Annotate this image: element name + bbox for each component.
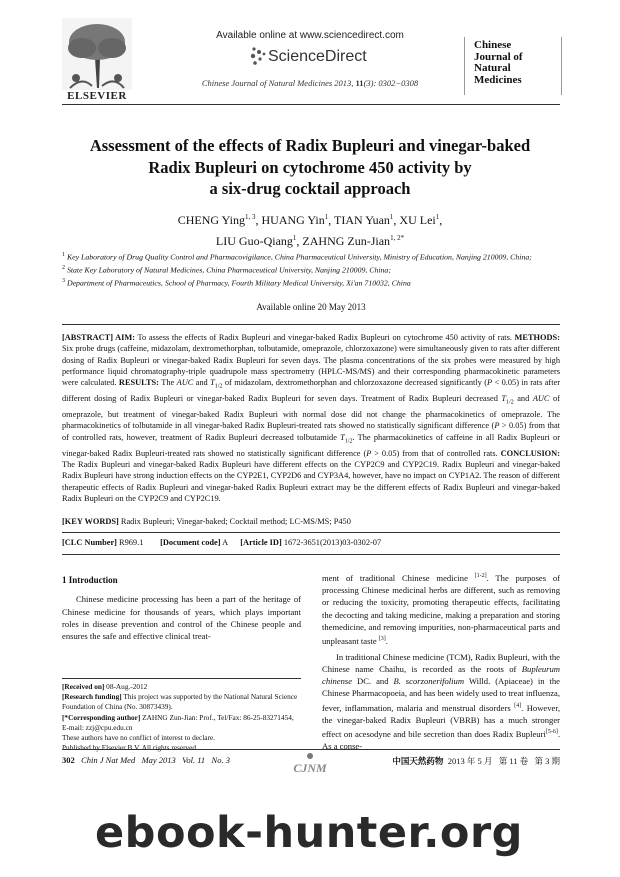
body-text: . The purposes of processing Chinese medicinal herbs are different, such as removing or reducing the toxicity, promoting therapeutic effects, facilitating the decocting and taking medicine, making a preparation and storing themedicine, and removing impurities, non-pharmaceutical parts and unpleasant taste bbox=[322, 572, 561, 647]
funding-label: [Research funding] bbox=[62, 692, 122, 702]
t-symbol: T bbox=[340, 432, 345, 442]
t-subscript: 1/2 bbox=[506, 399, 514, 406]
auc-symbol: AUC bbox=[176, 378, 194, 388]
body-text: DC. and bbox=[352, 676, 394, 687]
body-text: ment of traditional Chinese medicine bbox=[322, 572, 475, 583]
journal-issue: (3): 0302−0308 bbox=[363, 78, 419, 88]
affiliation-text: Department of Pharmaceutics, School of Pharmacy, Fourth Military Medical University, Xi'an 710032, China bbox=[66, 278, 411, 288]
abstract-aim: To assess the effects of Radix Bupleuri and vinegar-baked Radix Bupleuri on cytochrome 450 activity of rats. bbox=[135, 333, 512, 342]
affiliation-num: 1 bbox=[62, 252, 65, 258]
classification-line bbox=[62, 538, 560, 547]
affiliation-text: Key Laboratory of Drug Quality Control and Pharmacovigilance, China Pharmaceutical University, Ministry of Education, Nanjing 210009, China; bbox=[66, 252, 532, 262]
author-name: , XU Lei bbox=[393, 213, 436, 227]
author-affil-sup: 1, 3 bbox=[245, 213, 256, 221]
results-text: The bbox=[158, 378, 177, 388]
author-name: , HUANG Yin bbox=[255, 213, 325, 227]
affiliation-item bbox=[62, 276, 560, 289]
affiliation-item bbox=[62, 263, 560, 276]
corresponding-text: ZAHNG Zun-Jian: Prof., Tel/Fax: 86-25-83271454, E-mail: zzj@cpu.edu.cn bbox=[62, 712, 294, 732]
affiliation-text: State Key Laboratory of Natural Medicines, China Pharmaceutical University, Nanjing 210009, China; bbox=[66, 265, 391, 275]
conclusion-label: CONCLUSION: bbox=[500, 448, 560, 458]
journal-title: Chinese Journal of Natural Medicines bbox=[474, 39, 523, 86]
doccode-value: A bbox=[220, 538, 228, 547]
clc-value: R969.1 bbox=[116, 538, 144, 547]
page-number: 302 bbox=[62, 755, 75, 765]
abstract-bottom-rule bbox=[62, 554, 560, 555]
title-line: a six-drug cocktail approach bbox=[209, 179, 411, 198]
corresponding-label: [*Corresponding author] bbox=[62, 712, 141, 722]
author-list bbox=[100, 208, 520, 250]
t-subscript: 1/2 bbox=[344, 438, 353, 445]
body-text: . As a conse- bbox=[322, 729, 560, 752]
results-text: > 0.05) from that of controlled rats, however, treatment of Radix Bupleuri decreased tolbutamide bbox=[62, 421, 560, 442]
conflict-statement: These authors have no conflict of interest to declare. bbox=[62, 733, 215, 743]
keywords-rule bbox=[62, 532, 560, 533]
author-affil-sup: 1 bbox=[435, 213, 440, 221]
body-paragraph bbox=[322, 651, 560, 753]
results-text: < 0.05) in rats after different dosing of Radix Bupleuri or vinegar-baked Radix Bupleuri for seven days. Treatment of Radix Bupleuri decreased bbox=[62, 378, 560, 404]
footer-left bbox=[62, 755, 230, 765]
journal-citation bbox=[160, 78, 460, 88]
abstract-conclusion: The Radix Bupleuri and vinegar-baked Radix Bupleuri have different effects on the CYP2C9 and CYP2C19. Radix Bupleuri and vinegar-baked Radix Bupleuri have strong induction effects on the CYP2E1, CYP2D6 and CYP3A4, however, have no impact on CYP1A2. The reason of different therapeutic effects of Radix Bupleuri and vinegar-baked Radix Bupleuri extract may be the different effects of Radix Bupleuri and vinegar-baked Radix Bupleuri on the CYP2C9 and CYP2C19. bbox=[62, 459, 560, 503]
author-separator: , bbox=[439, 213, 443, 227]
abstract-label: [ABSTRACT] AIM: bbox=[62, 333, 136, 342]
author-affil-sup: 1 bbox=[324, 213, 329, 221]
results-text: of omeprazole, but treatment of vinegar-baked Radix Bupleuri with normal dose did not change the pharmacokinetics of omeprazole. The pharmacokinetics of tolbutamide in all vinegar-baked Radix Bupleuri-treated rats showed no statistically significant difference ( bbox=[62, 394, 560, 431]
received-date: 08-Aug.-2012 bbox=[104, 682, 148, 691]
body-text: Willd. (Apiaceae) in the Chinese Pharmacopoeia, and has been widely used to treat influenza, fever, inflammation, malaria and menstrual disorders bbox=[322, 676, 560, 713]
cjnm-mark-text: CJNM bbox=[293, 761, 327, 775]
received-label: [Received on] bbox=[62, 682, 105, 691]
available-online-date: Available online 20 May 2013 bbox=[256, 302, 366, 312]
body-text: . bbox=[385, 636, 388, 647]
body-text: . However, the vinegar-baked Radix Bupleuri (VBRB) has a much stronger effect on acesodyne and bile secretion than does Radix Bupleuri bbox=[322, 702, 560, 739]
citation-ref[interactable]: [4] bbox=[514, 702, 522, 709]
footer-right bbox=[382, 755, 560, 767]
t-symbol: T bbox=[501, 394, 507, 404]
methods-label: METHODS: bbox=[514, 333, 560, 342]
author-affil-sup: 1, 2* bbox=[390, 234, 405, 242]
footer-date-chinese: 2013 年 5 月 第 11 卷 第 3 期 bbox=[443, 756, 560, 766]
author-name: LIU Guo-Qiang bbox=[215, 234, 293, 248]
body-paragraph bbox=[322, 570, 560, 648]
body-text: In traditional Chinese medicine (TCM), Radix Bupleuri, with the Chinese name Chaihu, is recorded as the roots of bbox=[322, 651, 560, 674]
results-text: . The pharmacokinetics of caffeine in all Radix Bupleuri or vinegar-baked Radix Bupleuri-treated rats showed no statistically significant difference ( bbox=[62, 432, 560, 458]
footnotes bbox=[62, 682, 301, 753]
footnote-rule bbox=[62, 678, 301, 679]
affiliations bbox=[62, 250, 560, 289]
citation-ref[interactable]: [5-6] bbox=[545, 729, 558, 736]
keywords-text: Radix Bupleuri; Vinegar-baked; Cocktail method; LC-MS/MS; P450 bbox=[118, 517, 351, 526]
p-symbol: P bbox=[366, 448, 372, 458]
header-rule bbox=[62, 104, 560, 105]
keywords-label: [KEY WORDS] bbox=[62, 517, 119, 526]
title-line: Radix Bupleuri on cytochrome 450 activity by bbox=[148, 157, 472, 177]
results-text: and bbox=[193, 378, 211, 388]
citation-ref[interactable]: [1-2] bbox=[474, 573, 487, 579]
article-title bbox=[70, 135, 550, 200]
p-symbol: P bbox=[494, 421, 500, 431]
results-text: of midazolam, dextromethorphan and chlorzoxazone decreased significantly ( bbox=[222, 378, 487, 388]
journal-volume: 11 bbox=[355, 78, 364, 88]
citation-ref[interactable]: [3] bbox=[378, 636, 386, 643]
left-column bbox=[62, 574, 301, 642]
title-line: Assessment of the effects of Radix Bupleuri and vinegar-baked bbox=[89, 136, 531, 155]
doccode-label: [Document code] bbox=[160, 538, 221, 547]
species-name: Bupleurum chinense bbox=[322, 663, 560, 687]
footer-journal-info: Chin J Nat Med May 2013 Vol. 11 No. 3 bbox=[74, 755, 230, 765]
author-name: CHENG Ying bbox=[177, 213, 245, 227]
t-subscript: 1/2 bbox=[214, 383, 223, 390]
author-affil-sup: 1 bbox=[389, 213, 394, 221]
results-text: > 0.05) from that of controlled rats. bbox=[371, 448, 498, 458]
affiliation-num: 2 bbox=[62, 265, 65, 271]
section-heading: 1 Introduction bbox=[62, 575, 118, 585]
publisher-name: ELSEVIER bbox=[67, 90, 127, 102]
author-affil-sup: 1 bbox=[292, 234, 297, 242]
abstract bbox=[62, 332, 560, 504]
available-online-link[interactable]: Available online at www.sciencedirect.com bbox=[216, 30, 404, 41]
journal-name: Chinese Journal of Natural Medicines bbox=[201, 78, 333, 88]
affiliation-item bbox=[62, 250, 560, 263]
funding-text: This project was supported by the National Natural Science Foundation of China (No. 30873439). bbox=[62, 692, 298, 712]
right-column bbox=[322, 570, 560, 753]
results-text: and bbox=[513, 394, 533, 404]
footer-chinese-journal: 中国天然药物 bbox=[392, 756, 444, 766]
cjnm-mark-logo bbox=[287, 750, 333, 776]
abstract-methods: Six probe drugs (caffeine, midazolam, dextromethorphan, tolbutamide, omeprazole, chlorzoxazone) were simultaneously given to rats after different dosing of Radix Bupleuri or vinegar-baked Radix Bupleuri for seven days. The plasma concentrations of the six probes were measured by high performance liquid chromatography-triple quadrupole mass spectrometry (HPLC-MS/MS) and their corresponding pharmacokinetic parameters were calculated. bbox=[62, 344, 560, 388]
results-label: RESULTS: bbox=[118, 378, 159, 388]
affiliation-num: 3 bbox=[62, 278, 65, 284]
intro-paragraph: Chinese medicine processing has been a part of the heritage of Chinese medicine for thousands of years, which plays important roles in disease prevention and control of the Chinese people and ensures the safe and effective clinical treat- bbox=[62, 594, 301, 642]
p-symbol: P bbox=[486, 378, 493, 388]
author-name: , ZAHNG Zun-Jian bbox=[296, 234, 391, 248]
keywords bbox=[62, 517, 560, 526]
author-name: , TIAN Yuan bbox=[328, 213, 390, 227]
clc-label: [CLC Number] bbox=[62, 538, 117, 547]
t-symbol: T bbox=[210, 378, 215, 388]
watermark-text: ebook-hunter.org bbox=[95, 808, 523, 858]
published-statement: Published by Elsevier B.V. All rights reserved bbox=[62, 743, 197, 753]
abstract-top-rule bbox=[62, 324, 560, 325]
auc-symbol: AUC bbox=[532, 394, 550, 404]
species-name: B. scorzonerifolium bbox=[393, 676, 465, 687]
articleid-label: [Article ID] bbox=[240, 538, 282, 547]
journal-year: 2013, bbox=[334, 78, 356, 88]
articleid-value: 1672-3651(2013)03-0302-07 bbox=[281, 538, 382, 547]
sciencedirect-logo-text: ScienceDirect bbox=[268, 48, 367, 65]
